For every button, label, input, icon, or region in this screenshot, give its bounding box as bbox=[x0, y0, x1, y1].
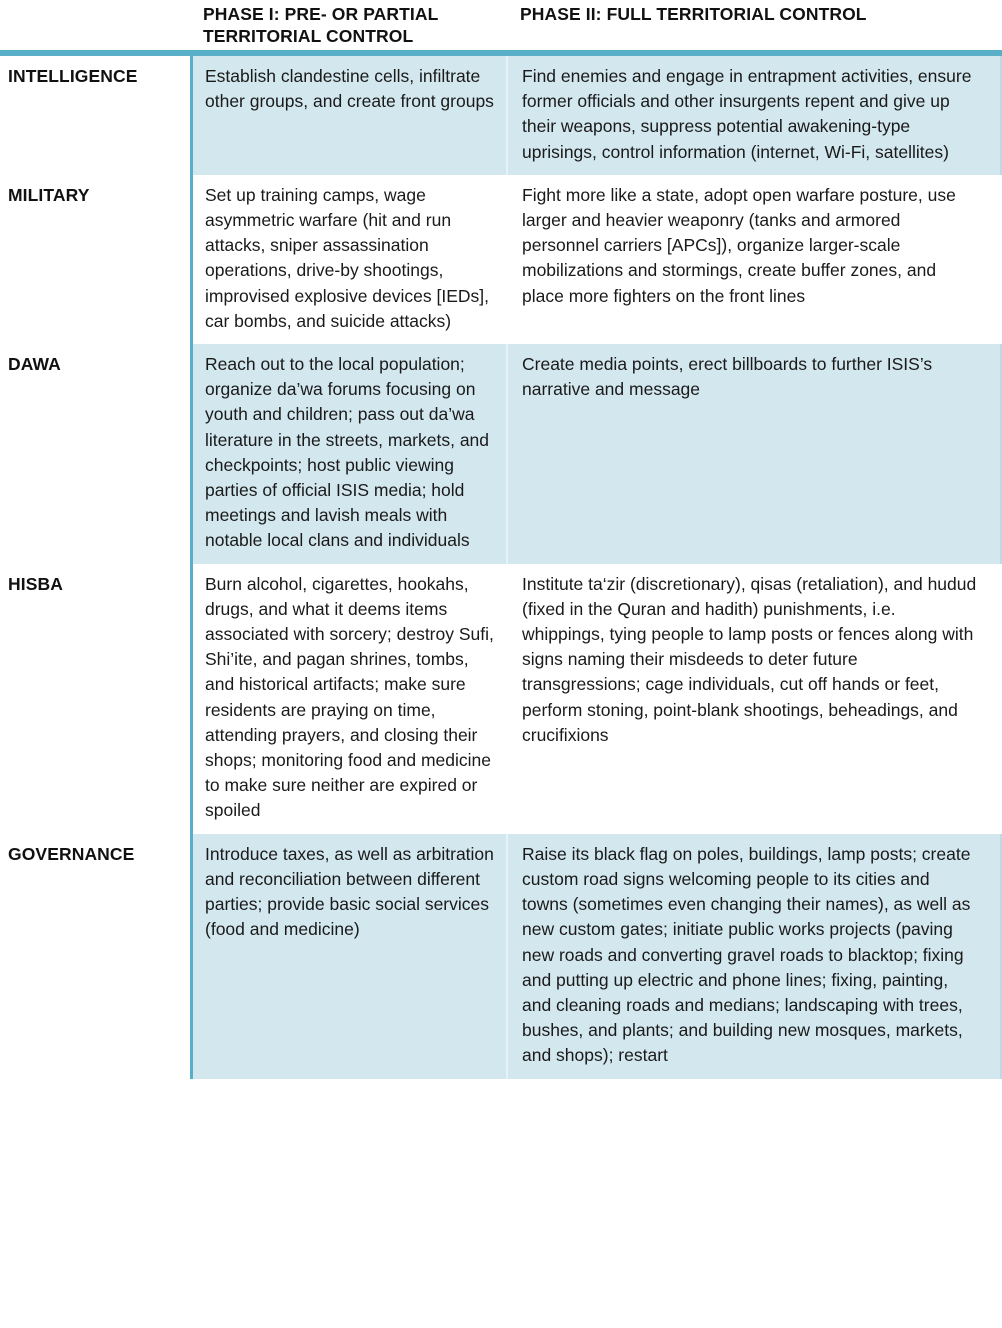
table-body bbox=[0, 56, 1002, 1079]
row-cells bbox=[190, 564, 1002, 834]
row-label-governance: GOVERNANCE bbox=[0, 834, 190, 1079]
row-cells bbox=[190, 834, 1002, 1079]
table-row bbox=[0, 564, 1002, 834]
cell-hisba-phase-2: Institute ta‘zir (discretionary), qisas (retaliation), and hudud (fixed in the Quran and hadith) punishments, i.e. whippings, tying people to lamp posts or fences along with signs naming their misdeeds to deter future transgressions; cage individuals, cut off hands or feet, perform stoning, point-blank shootings, beheadings, and crucifixions bbox=[522, 573, 977, 745]
row-cells bbox=[190, 344, 1002, 564]
cell-dawa-phase-2: Create media points, erect billboards to further ISIS’s narrative and message bbox=[522, 354, 933, 400]
row-label-military: MILITARY bbox=[0, 175, 190, 344]
cell-governance-phase-2: Raise its black flag on poles, buildings, lamp posts; create custom road signs welcoming people to its cities and towns (sometimes even changing their names), as well as new custom gates; initiate public works projects (paving new roads and converting gravel roads to blacktop; fixing and putting up electric and phone lines; fixing, painting, and cleaning roads and medians; landscaping with trees, bushes, and plants; and building new mosques, markets, and shops); restart bbox=[522, 843, 971, 1066]
table-row bbox=[0, 175, 1002, 344]
cell-military-phase-1: Set up training camps, wage asymmetric warfare (hit and run attacks, sniper assassination operations, drive-by shootings, improvised explosive devices [IEDs], car bombs, and suicide attacks) bbox=[193, 175, 508, 344]
header-corner-cell bbox=[0, 0, 190, 50]
table-row bbox=[0, 344, 1002, 564]
column-header-phase-2: PHASE II: FULL TERRITORIAL CONTROL bbox=[520, 4, 867, 24]
cell-intelligence-phase-2: Find enemies and engage in entrapment activities, ensure former officials and other insurgents repent and give up their weapons, suppress potential awakening-type uprisings, control information (internet, Wi-Fi, satellites) bbox=[522, 66, 972, 162]
table-header-row bbox=[0, 0, 1002, 50]
cell-governance-phase-1: Introduce taxes, as well as arbitration and reconciliation between different parties; provide basic social services (food and medicine) bbox=[193, 834, 508, 1079]
cell-hisba-phase-1: Burn alcohol, cigarettes, hookahs, drugs, and what it deems items associated with sorcery; destroy Sufi, Shi’ite, and pagan shrines, tombs, and historical artifacts; make sure residents are praying on time, attending prayers, and closing their shops; monitoring food and medicine to make sure neither are expired or spoiled bbox=[193, 564, 508, 834]
table-row bbox=[0, 56, 1002, 175]
row-cells bbox=[190, 56, 1002, 175]
cell-military-phase-2: Fight more like a state, adopt open warfare posture, use larger and heavier weaponry (tanks and armored personnel carriers [APCs]), organize larger-scale mobilizations and stormings, create buffer zones, and place more fighters on the front lines bbox=[522, 184, 956, 306]
cell-dawa-phase-1: Reach out to the local population; organize da’wa forums focusing on youth and children; pass out da’wa literature in the streets, markets, and checkpoints; host public viewing parties of official ISIS media; hold meetings and lavish meals with notable local clans and individuals bbox=[193, 344, 508, 564]
cell-intelligence-phase-1: Establish clandestine cells, infiltrate other groups, and create front groups bbox=[193, 56, 508, 175]
row-cells bbox=[190, 175, 1002, 344]
row-label-hisba: HISBA bbox=[0, 564, 190, 834]
row-label-intelligence: INTELLIGENCE bbox=[0, 56, 190, 175]
table-row bbox=[0, 834, 1002, 1079]
row-label-dawa: DAWA bbox=[0, 344, 190, 564]
column-header-phase-1: PHASE I: PRE- OR PARTIAL TERRITORIAL CONTROL bbox=[203, 4, 439, 46]
